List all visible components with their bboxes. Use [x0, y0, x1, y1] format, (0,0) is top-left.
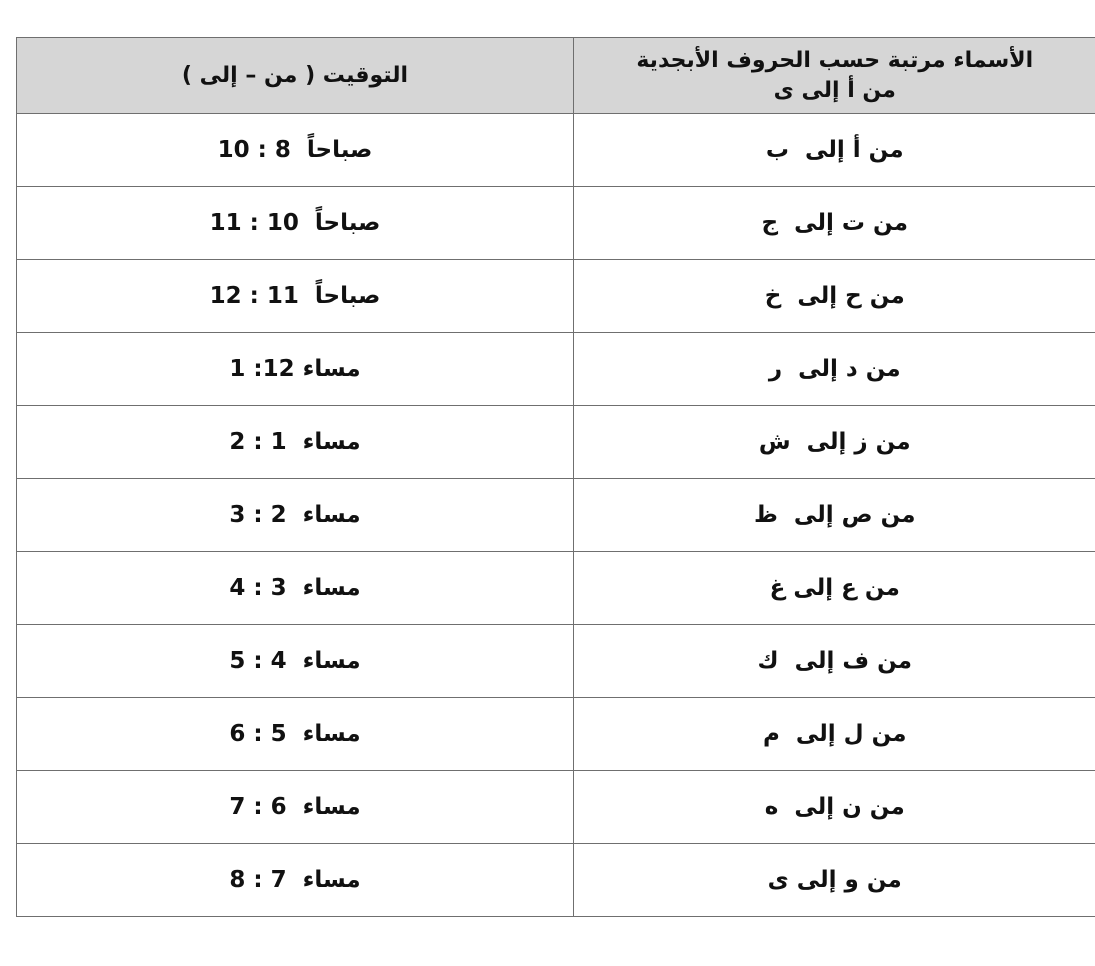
time-slot-text: مساء 3 : 4 [229, 575, 361, 601]
table-row [17, 479, 1095, 552]
table-row [17, 771, 1095, 844]
time-slot-text: مساء 4 : 5 [229, 648, 361, 674]
time-slot-cell [17, 114, 574, 187]
time-slot-text: مساء 6 : 7 [229, 794, 361, 820]
time-slot-cell [17, 187, 574, 260]
time-slot-cell [17, 698, 574, 771]
names-header-line-2: من أ إلى ى [773, 77, 896, 103]
table-row [17, 333, 1095, 406]
time-slot-cell [17, 260, 574, 333]
time-slot-text: صباحاً 11 : 12 [209, 283, 381, 309]
time-slot-cell [17, 625, 574, 698]
time-slot-text: مساء 1 : 2 [229, 429, 361, 455]
names-range-text: من أ إلى ب [765, 137, 904, 163]
table-row [17, 187, 1095, 260]
names-range-text: من د إلى ر [768, 356, 901, 382]
names-range-cell [574, 187, 1095, 260]
time-slot-text: مساء 2 : 3 [229, 502, 361, 528]
time-slot-text: مساء 7 : 8 [229, 867, 361, 893]
names-range-cell [574, 260, 1095, 333]
table-row [17, 552, 1095, 625]
time-slot-cell [17, 333, 574, 406]
header-row [17, 38, 1095, 114]
table-row [17, 260, 1095, 333]
names-range-text: من و إلى ى [767, 867, 902, 893]
names-range-text: من ف إلى ك [757, 648, 913, 674]
time-slot-cell [17, 771, 574, 844]
names-range-cell [574, 625, 1095, 698]
names-range-text: من ن إلى ه [764, 794, 905, 820]
names-header-line-1: الأسماء مرتبة حسب الحروف الأبجدية [636, 47, 1034, 73]
names-column-header [574, 38, 1095, 114]
time-slot-cell [17, 552, 574, 625]
names-range-cell [574, 114, 1095, 187]
names-range-cell [574, 333, 1095, 406]
schedule-sheet [16, 37, 1095, 908]
names-range-cell [574, 844, 1095, 917]
names-range-text: من ح إلى خ [764, 283, 905, 309]
names-range-cell [574, 698, 1095, 771]
names-range-text: من ع إلى غ [769, 575, 900, 601]
time-slot-text: مساء 12: 1 [229, 356, 361, 382]
names-range-text: من ل إلى م [762, 721, 907, 747]
names-range-cell [574, 479, 1095, 552]
time-slot-text: صباحاً 10 : 11 [209, 210, 381, 236]
names-range-cell [574, 552, 1095, 625]
names-range-cell [574, 406, 1095, 479]
table-row [17, 114, 1095, 187]
names-range-text: من ت إلى ج [761, 210, 908, 236]
time-column-header [17, 38, 574, 114]
table-row [17, 844, 1095, 917]
table-row [17, 625, 1095, 698]
schedule-table [16, 37, 1095, 917]
names-range-text: من ز إلى ش [758, 429, 911, 455]
schedule-rows [17, 114, 1095, 917]
time-slot-cell [17, 844, 574, 917]
time-slot-cell [17, 406, 574, 479]
table-row [17, 406, 1095, 479]
time-header-label: التوقيت ( من – إلى ) [181, 62, 409, 88]
table-row [17, 698, 1095, 771]
time-slot-text: صباحاً 8 : 10 [217, 137, 373, 163]
time-slot-cell [17, 479, 574, 552]
names-range-cell [574, 771, 1095, 844]
names-range-text: من ص إلى ظ [753, 502, 916, 528]
time-slot-text: مساء 5 : 6 [229, 721, 361, 747]
